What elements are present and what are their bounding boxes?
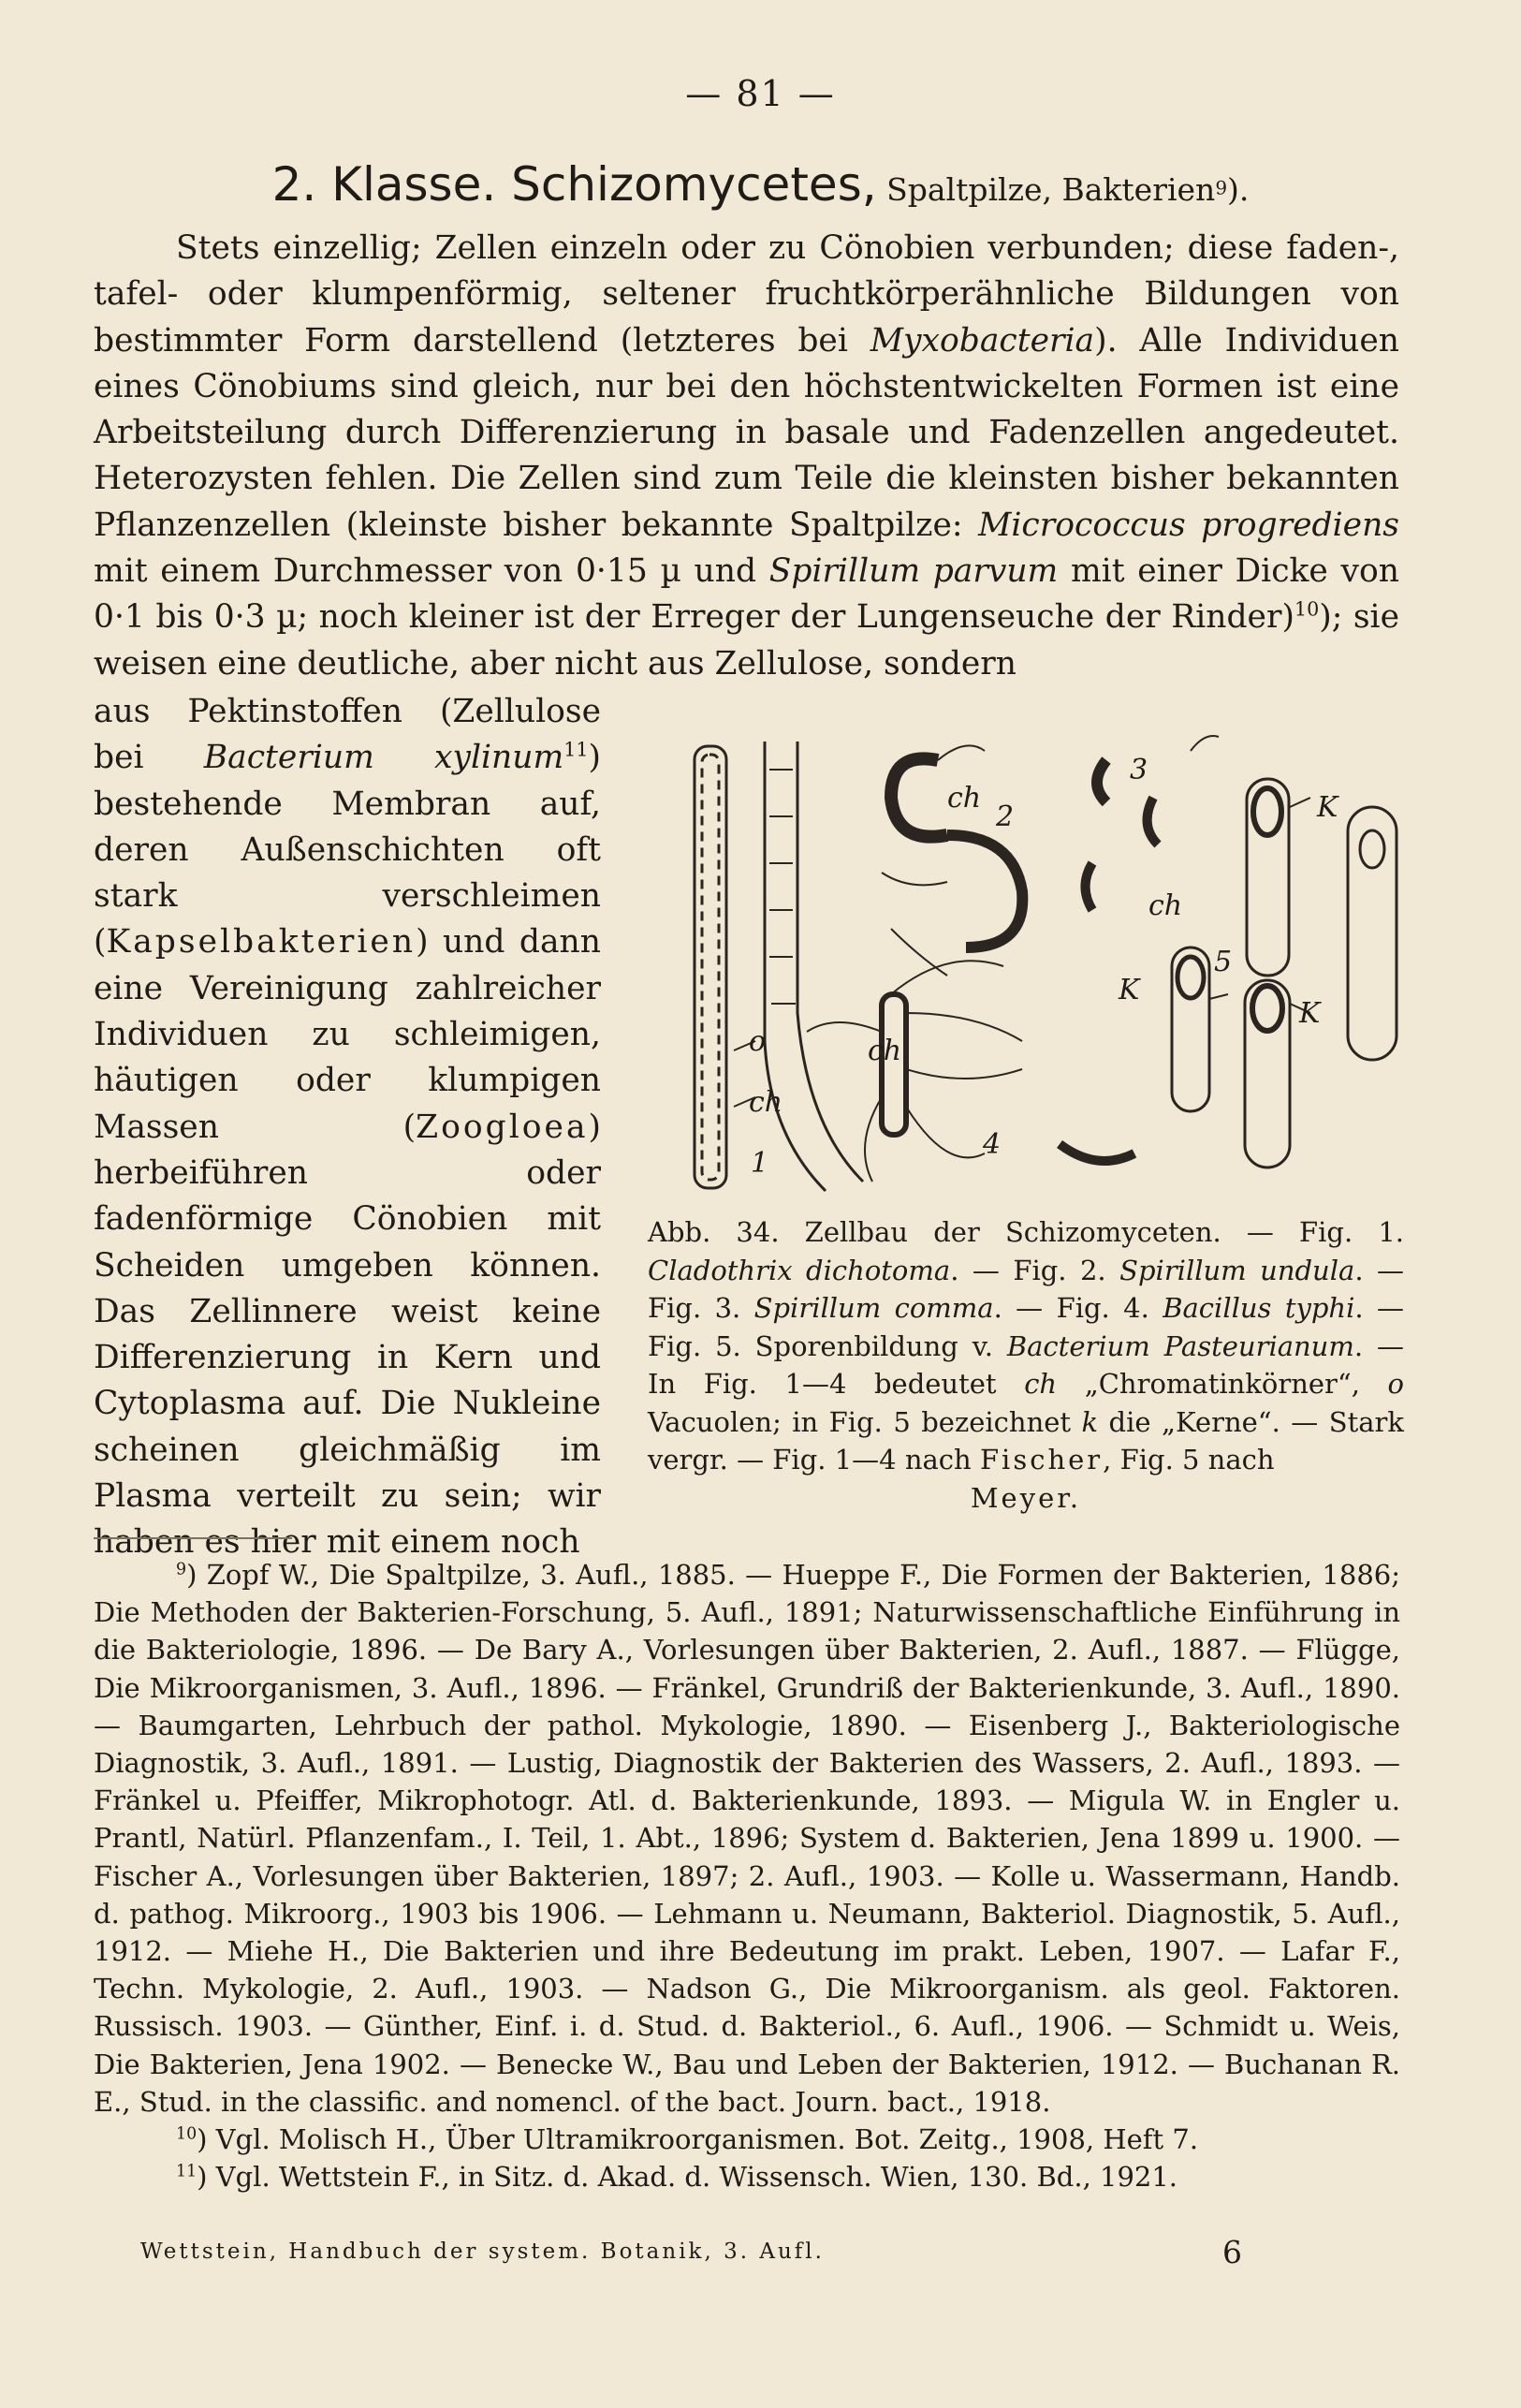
figure-label-o: o: [749, 1025, 767, 1058]
caption-text: [648, 1213, 1404, 1479]
text-run: . — Fig. 3.: [648, 1254, 1404, 1324]
footnote-9: [94, 1556, 1400, 2121]
paragraph-left-column: [94, 689, 601, 1566]
text-run: . — Fig. 4.: [993, 1292, 1163, 1324]
bacillus-cell: [1060, 1144, 1134, 1161]
heading-footnote-ref: 9: [1215, 176, 1228, 199]
text-run: Abb. 34. Zellbau der Schizomyceten. — Fig. 1.: [648, 1216, 1404, 1248]
author-name: Fischer: [979, 1444, 1104, 1476]
figure-label-k: K: [1119, 974, 1140, 1006]
footnote-mark: 11: [176, 2162, 197, 2181]
text-run: Stets einzellig; Zellen einzeln oder zu Cönobien verbunden; diese faden-, tafel- oder klumpenförmig, seltener fruchtkörperähnliche Bildungen von bestimmter Form darstellend (letzteres bei: [94, 229, 1399, 360]
text-run: ); sie weisen eine deutliche, aber nicht aus Zellulose, sondern: [94, 598, 1399, 683]
sheet-signature: 6: [1222, 2234, 1242, 2270]
text-run: ). Alle Individuen eines Cönobiums sind gleich, nur bei den höchstentwickelten Formen ist eine Arbeitsteilung durch Differenzierung in basale und Fadenzellen angedeutet. Heterozysten fehlen. Die Zellen sind zum Teile die kleinsten bisher bekannten Pflanzenzellen (kleinste bisher bekannte Spaltpilze:: [94, 321, 1399, 544]
footnotes: [94, 1556, 1400, 2195]
comma-cell: [1148, 798, 1158, 844]
text-run: mit einem Durchmesser von 0·15 µ und: [94, 552, 769, 591]
taxon-name: Myxobacteria: [870, 321, 1095, 360]
heading-sub: Spaltpilze, Bakterien: [876, 171, 1216, 208]
figure-label-ch: ch: [868, 1035, 902, 1067]
flagellum: [1191, 736, 1219, 751]
branching-filament: [797, 741, 863, 1182]
footnote-text: ) Zopf W., Die Spaltpilze, 3. Aufl., 1885. — Hueppe F., Die Formen der Bakterien, 1886; Die Methoden der Bakterien-Forschung, 5. Aufl., 1891; Naturwissenschaftliche Einführung in die Bakteriologie, 1896. — De Bary A., Vorlesungen über Bakterien, 2. Aufl., 1887. — Flügge, Die Mikroorganismen, 3. Aufl., 1896. — Fränkel, Grundriß der Bakterienkunde, 3. Aufl., 1890. — Baumgarten, Lehrbuch der pathol. Mykologie, 1890. — Eisenberg J., Bakteriologische Diagnostik, 3. Aufl., 1891. — Lustig, Diagnostik der Bakterien des Wassers, 2. Aufl., 1893. — Fränkel u. Pfeiffer, Mikrophotogr. Atl. d. Bakterienkunde, 1893. — Migula W. in Engler u. Prantl, Natürl. Pflanzenfam., I. Teil, 1. Abt., 1896; System d. Bakterien, Jena 1899 u. 1900. — Fischer A., Vorlesungen über Bakterien, 1897; 2. Aufl., 1903. — Kolle u. Wassermann, Handb. d. pathog. Mikroorg., 1903 bis 1906. — Lehmann u. Neumann, Bakteriol. Diagnostik, 5. Aufl., 1912. — Miehe H., Die Bakterien und ihre Bedeutung im prakt. Leben, 1907. — Lafar F., Techn. Mykologie, 2. Aufl., 1903. — Nadson G., Die Mikroorganism. als geol. Faktoren. Russisch. 1903. — Günther, Einf. i. d. Stud. d. Bakteriol., 6. Aufl., 1906. — Schmidt u. Weis, Die Bakterien, Jena 1902. — Benecke W., Bau und Leben der Bakterien, 1912. — Buchanan R. E., Stud. in the classific. and nomencl. of the bact. Journ. bact., 1918.: [94, 1559, 1400, 2118]
figure-label-ch: ch: [749, 1086, 783, 1119]
text-run: . — Fig. 2.: [950, 1254, 1120, 1286]
emphasized-term: Zoogloea: [416, 1108, 589, 1146]
emphasized-term: Kapselbakterien: [106, 923, 417, 962]
taxon-name: Spirillum comma: [753, 1292, 994, 1324]
figure-caption: [648, 1213, 1404, 1517]
spirillum-body: [947, 835, 1022, 947]
footnote-mark: 9: [176, 1560, 187, 1579]
footnote-11: [94, 2158, 1400, 2195]
section-heading: [0, 157, 1521, 212]
spirillum-body: [891, 758, 947, 836]
text-run: ) herbeiführen oder fadenförmige Cönobien mit Scheiden umgeben können. Das Zellinnere weist keine Differenzierung in Kern und Cytoplasma auf. Die Nukleine scheinen gleichmäßig im Plasma verteilt zu sein; wir haben es hier mit einem noch: [94, 1108, 601, 1562]
symbol: o: [1387, 1368, 1405, 1400]
footnote-ref: 11: [563, 738, 589, 761]
text-run: aus Pektinstoffen (Zellulose bei: [94, 693, 601, 777]
figure-label-4: 4: [983, 1128, 1002, 1161]
spore: [1360, 830, 1384, 868]
filament-cells: [702, 755, 719, 1180]
taxon-name: Cladothrix dichotoma: [648, 1254, 951, 1286]
figure-label-k: K: [1299, 997, 1321, 1030]
text-run: , Fig. 5 nach: [1103, 1444, 1275, 1476]
text-run: ) und dann eine Vereinigung zahlreicher Individuen zu schleimigen, häutigen oder klumpigen Massen (: [94, 923, 601, 1146]
taxon-name: Bacterium xylinum: [203, 739, 564, 777]
text-run: „Chromatinkörner“,: [1057, 1368, 1388, 1400]
taxon-name: Bacillus typhi: [1163, 1292, 1355, 1324]
spore: [1252, 986, 1282, 1031]
figure-label-k: K: [1317, 791, 1338, 824]
heading-end: ).: [1227, 171, 1250, 208]
footnote-10: [94, 2121, 1400, 2158]
comma-cell: [1086, 863, 1093, 910]
paragraph-1: [94, 226, 1399, 687]
spore: [1253, 788, 1281, 835]
figure-label-2: 2: [996, 800, 1015, 833]
text-run: Vacuolen; in Fig. 5 bezeichnet: [648, 1405, 1082, 1438]
footnote-text: ) Vgl. Molisch H., Über Ultramikroorganismen. Bot. Zeitg., 1908, Heft 7.: [197, 2123, 1199, 2156]
branching-filament: [765, 741, 826, 1191]
footnote-mark: 10: [176, 2124, 197, 2144]
symbol: k: [1081, 1405, 1099, 1438]
figure-label-1: 1: [751, 1147, 769, 1180]
figure-label-5: 5: [1214, 946, 1233, 978]
taxon-name: Spirillum undula: [1119, 1254, 1355, 1286]
caption-last-line: Meyer.: [970, 1481, 1082, 1514]
heading-main: 2. Klasse. Schizomycetes,: [271, 157, 877, 212]
cell-walls: [769, 770, 796, 1004]
cell-structure-figure: [666, 732, 1415, 1205]
figure-label-ch: ch: [947, 782, 982, 815]
text-run: . — Fig. 5. Sporenbildung v.: [648, 1292, 1404, 1362]
page-footer: Wettstein, Handbuch der system. Botanik, 3. Aufl.: [140, 2239, 825, 2264]
taxon-name: Spirillum parvum: [768, 552, 1059, 591]
footnote-ref: 10: [1294, 597, 1320, 621]
paragraph-full-width: [94, 226, 1399, 687]
page-number: — 81 —: [685, 73, 836, 114]
figure-label-3: 3: [1130, 754, 1148, 786]
taxon-name: Micrococcus progrediens: [978, 506, 1400, 544]
text-run: mit einer Dicke von 0·1 bis 0·3 µ; noch kleiner ist der Erreger der Lungenseuche der Rinder): [94, 552, 1399, 637]
spore-cell: [1348, 807, 1397, 1060]
footnote-divider: [94, 1537, 292, 1539]
text-run: die „Kerne“. — Stark vergr. — Fig. 1—4 nach: [648, 1405, 1404, 1476]
symbol: ch: [1024, 1368, 1058, 1400]
spore: [1177, 957, 1204, 998]
taxon-name: Bacterium Pasteurianum: [1006, 1329, 1354, 1362]
footnote-text: ) Vgl. Wettstein F., in Sitz. d. Akad. d. Wissensch. Wien, 130. Bd., 1921.: [197, 2161, 1178, 2194]
comma-cell: [1097, 760, 1106, 802]
filament-sheath: [695, 746, 726, 1188]
figure-label-ch: ch: [1148, 889, 1183, 922]
paragraph-1-continued: [94, 689, 601, 1566]
text-run: . — In Fig. 1—4 bedeutet: [648, 1329, 1404, 1400]
text-run: ) bestehende Membran auf, deren Außenschichten oft stark verschleimen (: [94, 739, 601, 962]
